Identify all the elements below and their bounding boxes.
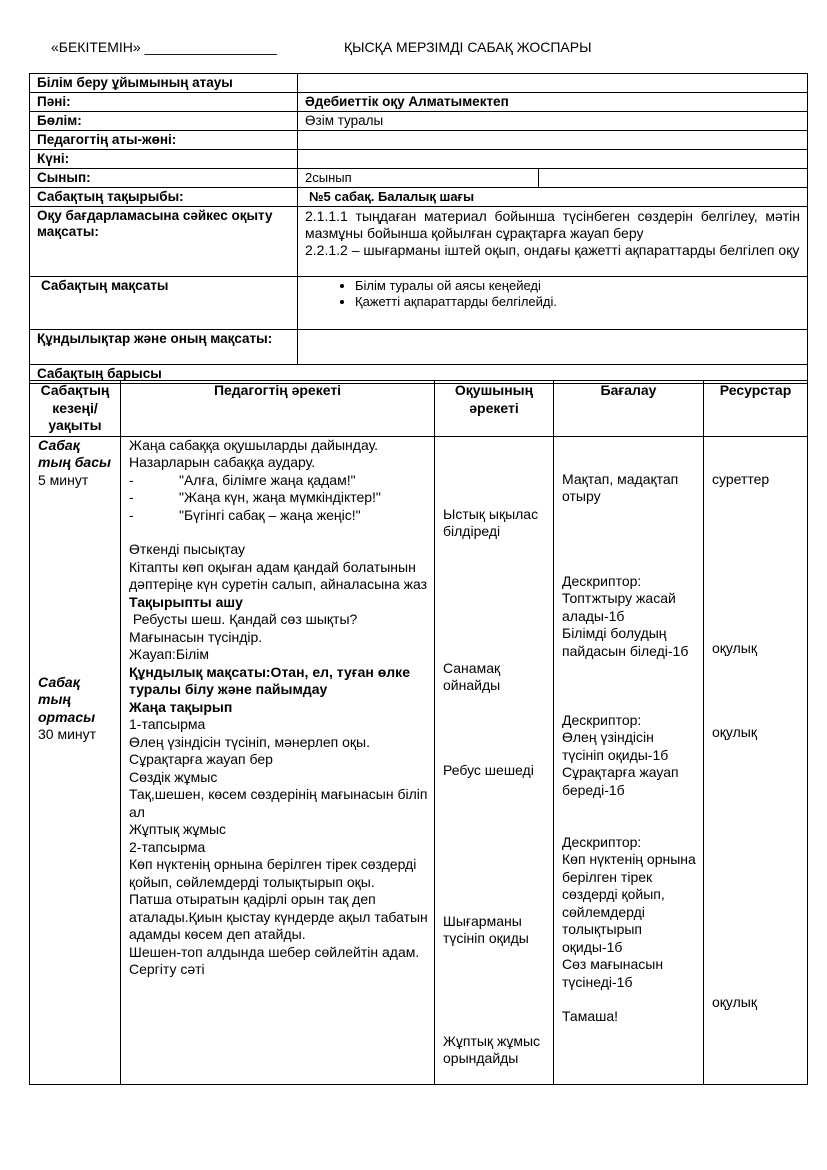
teacher-line: Сөздік жұмыс <box>129 768 218 785</box>
teacher-line: 2-тапсырма <box>129 838 206 855</box>
class-label: Сынып: <box>30 169 298 188</box>
teacher-line: 1-тапсырма <box>129 716 206 732</box>
goal-label: Сабақтың мақсаты <box>30 277 298 330</box>
values-value <box>298 330 808 365</box>
motto-line: "Бүгінгі сабақ – жаңа жеңіс!" <box>179 506 361 523</box>
dash-mark: - <box>129 489 134 505</box>
org-value <box>298 74 808 93</box>
objective-1: 2.1.1.1 тыңдаған материал бойынша түсінбеген сөздерін белгілеу, мәтін мазмұны бойынша қойылған сұрақтарға жауап беру <box>305 208 800 241</box>
student-action: Шығарманы түсініп оқиды <box>443 912 529 946</box>
class-value: 2сынып <box>298 169 539 188</box>
assessment-text: Топтжтыру жасай алады-1б <box>562 590 676 624</box>
lesson-info-table <box>29 73 808 384</box>
student-action: Жұптық жұмыс орындайды <box>443 1032 541 1066</box>
col-student: Оқушының әрекеті <box>435 381 554 437</box>
assessment-text: Тамаша! <box>562 1008 619 1024</box>
resource-item: оқулық <box>712 639 757 656</box>
teacher-line: Шешен-топ алдында шебер сөйлейтін адам. <box>129 943 420 960</box>
topic-value: №5 сабақ. Балалық шағы <box>298 188 808 207</box>
resource-item: оқулық <box>712 723 757 740</box>
page-title: ҚЫСҚА МЕРЗІМДІ САБАҚ ЖОСПАРЫ <box>344 39 592 55</box>
teacher-line: Назарларын сабаққа аудару. <box>129 454 316 470</box>
student-action: Ребус шешеді <box>443 761 534 778</box>
section-label: Бөлім: <box>30 112 298 131</box>
section-value: Өзім туралы <box>298 112 808 131</box>
teacher-line: Сұрақтарға жауап бер <box>129 751 273 767</box>
assessment-text: Өлең үзіндісін түсініп оқиды-1б <box>562 729 669 763</box>
objectives-label: Оқу бағдарламасына сәйкес оқыту мақсаты: <box>30 207 298 277</box>
goal-item: • Білім туралы ой аясы кеңейеді <box>355 278 800 294</box>
goal-list <box>305 278 800 310</box>
resource-item: оқулық <box>712 993 757 1010</box>
subject-value: Әдебиеттік оқу Алматымектеп <box>298 93 808 112</box>
assessment-text: Білімді болудың пайдасын біледі-1б <box>562 625 689 659</box>
teacher-line: Өлең үзіндісін түсініп, мәнерлеп оқы. <box>129 733 370 750</box>
stage-start-time: 5 минут <box>38 471 89 488</box>
subject-label: Пәні: <box>30 93 298 112</box>
stage-start: Сабақ тың басы <box>38 436 111 470</box>
dash-mark: - <box>129 506 134 523</box>
objective-2: 2.2.1.2 – шығарманы іштей оқып, ондағы қажетті ақпараттарды белгілеп оқу <box>305 242 800 258</box>
teacher-line: Жауап:Білім <box>129 646 210 662</box>
teacher-heading: Жаңа тақырып <box>129 698 233 715</box>
col-teacher: Педагогтің әрекеті <box>121 381 435 437</box>
values-label: Құндылықтар және оның мақсаты: <box>30 330 298 365</box>
dash-mark: - <box>129 471 134 488</box>
resource-item: суреттер <box>712 470 770 487</box>
teacher-line: Сергіту сәті <box>129 961 205 977</box>
teacher-label: Педагогтің аты-жөні: <box>30 131 298 150</box>
teacher-line: Патша отыратын қадірлі орын тақ деп аталады.Қиын қыстау күндерде ақыл табатын адамды көсем деп атайды. <box>129 891 428 942</box>
teacher-line: Өткенді пысықтау <box>129 541 245 557</box>
teacher-line: Тақ,шешен, көсем сөздерінің мағынасын біліп ал <box>129 786 428 820</box>
lesson-progress-table <box>29 380 808 1085</box>
descriptor-label: Дескриптор: <box>562 711 642 728</box>
goal-item: • Қажетті ақпараттарды белгілейді. <box>355 294 800 310</box>
assessment-text: Көп нүктенің орнына берілген тірек сөздерді қойып, сөйлемдерді толықтырып оқиды-1б <box>562 851 696 955</box>
assessment-text: Мақтап, мадақтап отыру <box>562 470 679 504</box>
descriptor-label: Дескриптор: <box>562 833 642 850</box>
motto-line: "Жаңа күн, жаңа мүмкіндіктер!" <box>179 489 381 505</box>
col-assessment: Бағалау <box>554 381 704 437</box>
teacher-line: Кітапты көп оқыған адам қандай болатынын дәптеріңе күн суретін салып, айналасына жаз <box>129 558 428 592</box>
stage-middle-time: 30 минут <box>38 726 97 742</box>
stage-middle: Сабақ тың ортасы <box>38 673 96 725</box>
topic-label: Сабақтың тақырыбы: <box>30 188 298 207</box>
motto-line: "Алға, білімге жаңа қадам!" <box>179 471 356 488</box>
teacher-line: Ребусты шеш. Қандай сөз шықты? Мағынасын түсіндір. <box>129 611 362 645</box>
progress-label: Сабақтың барысы <box>30 365 808 384</box>
date-label: Күні: <box>30 150 298 169</box>
date-value <box>298 150 808 169</box>
org-label: Білім беру ұйымының атауы <box>30 74 298 93</box>
teacher-line: Жұптық жұмыс <box>129 821 227 837</box>
col-resources: Ресурстар <box>704 381 808 437</box>
teacher-heading: Тақырыпты ашу <box>129 593 243 610</box>
col-stage: Сабақтың кезеңі/ уақыты <box>30 381 121 437</box>
assessment-text: Сөз мағынасын түсінеді-1б <box>562 956 664 990</box>
teacher-value <box>298 131 808 150</box>
descriptor-label: Дескриптор: <box>562 572 642 589</box>
teacher-line: Жаңа сабаққа оқушыларды дайындау. <box>129 436 379 453</box>
student-action: Санамақ ойнайды <box>443 659 501 693</box>
assessment-text: Сұрақтарға жауап береді-1б <box>562 764 679 798</box>
approve-line: «БЕКІТЕМІН» _________________ <box>51 39 277 55</box>
student-action: Ыстық ықылас білдіреді <box>443 505 539 539</box>
class-extra <box>539 169 808 188</box>
teacher-line: Көп нүктенің орнына берілген тірек сөздерді қойып, сөйлемдерді толықтырып оқы. <box>129 856 417 890</box>
teacher-heading: Құндылық мақсаты:Отан, ел, туған өлке туралы білу және пайымдау <box>129 663 410 697</box>
